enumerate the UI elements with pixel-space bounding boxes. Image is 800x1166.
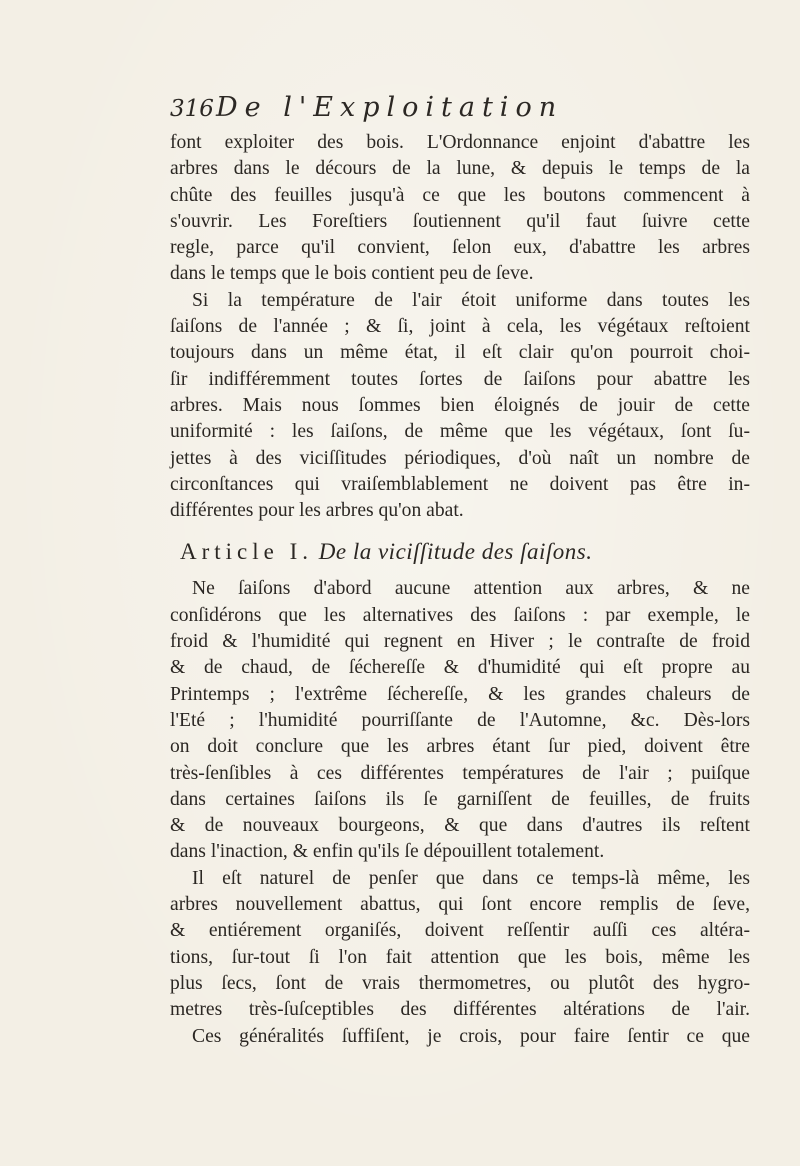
paragraph-4: [170, 866, 750, 1050]
text-line: arbres. Mais nous ſommes bien éloignés de jouir de cette: [170, 394, 750, 416]
text-line: tions, ſur-tout ſi l'on fait attention que les bois, même les: [170, 946, 750, 968]
page-number: 316: [170, 96, 214, 122]
text-line: circonſtances qui vraiſemblablement ne doivent pas être in-: [170, 473, 750, 495]
text-line: froid & l'humidité qui regnent en Hiver ; le contraſte de froid: [170, 631, 750, 653]
text-line: conſidérons que les alternatives des ſaiſons : par exemple, le: [170, 604, 750, 626]
paragraph-3: [170, 576, 750, 865]
article-heading: [170, 530, 750, 574]
text-line: s'ouvrir. Les Foreſtiers ſoutiennent qu'il faut ſuivre cette: [170, 210, 750, 232]
text-line: & de chaud, de ſéchereſſe & d'humidité qui eſt propre au: [170, 657, 750, 679]
text-line: très-ſenſibles à ces différentes températures de l'air ; puiſque: [170, 762, 750, 784]
text-line: & entiérement organiſés, doivent reſſentir auſſi ces altéra-: [170, 920, 750, 942]
article-label: Article I.: [180, 539, 314, 565]
text-line: Ne ſaiſons d'abord aucune attention aux arbres, & ne: [192, 578, 750, 600]
paragraph-2: [170, 288, 750, 525]
article-title: De la viciſſitude des ſaiſons.: [318, 539, 593, 565]
text-line: Printemps ; l'extrême ſéchereſſe, & les grandes chaleurs de: [170, 683, 750, 705]
text-line: toujours dans un même état, il eſt clair qu'on pourroit choi-: [170, 342, 750, 364]
body-text: [170, 130, 750, 1050]
text-line: font exploiter des bois. L'Ordonnance enjoint d'abattre les: [170, 132, 750, 153]
text-line: arbres nouvellement abattus, qui ſont encore remplis de ſeve,: [170, 894, 750, 916]
text-line: dans certaines ſaiſons ils ſe garniſſent de feuilles, de fruits: [170, 788, 750, 810]
text-line: plus ſecs, ſont de vrais thermometres, ou plutôt des hygro-: [170, 972, 750, 994]
text-line: l'Eté ; l'humidité pourriſſante de l'Automne, &c. Dès-lors: [170, 709, 750, 731]
running-title: De l'Exploitation: [216, 92, 564, 123]
text-line: & de nouveaux bourgeons, & que dans d'autres ils reſtent: [170, 815, 750, 837]
page-header: [170, 92, 730, 132]
text-line: metres très-ſuſceptibles des différentes altérations de l'air.: [170, 999, 750, 1021]
text-line: Il eſt naturel de penſer que dans ce temps-là même, les: [192, 867, 750, 889]
text-line: Si la température de l'air étoit uniforme dans toutes les: [192, 289, 750, 311]
text-line: chûte des feuilles jusqu'à ce que les boutons commencent à: [170, 184, 750, 206]
text-line: ſir indifféremment toutes ſortes de ſaiſons pour abattre les: [170, 368, 750, 390]
text-line: Ces généralités ſuffiſent, je crois, pour faire ſentir ce que: [192, 1025, 750, 1047]
text-line: arbres dans le décours de la lune, & depuis le temps de la: [170, 158, 750, 180]
text-line: jettes à des viciſſitudes périodiques, d'où naît un nombre de: [170, 447, 750, 469]
text-line: dans le temps que le bois contient peu de ſeve.: [170, 263, 534, 285]
paragraph-1: [170, 130, 750, 288]
text-line: différentes pour les arbres qu'on abat.: [170, 500, 464, 522]
text-line: dans l'inaction, & enfin qu'ils ſe dépouillent totalement.: [170, 841, 605, 863]
text-line: on doit conclure que les arbres étant ſur pied, doivent être: [170, 736, 750, 758]
text-line: regle, parce qu'il convient, ſelon eux, d'abattre les arbres: [170, 237, 750, 259]
text-line: uniformité : les ſaiſons, de même que les végétaux, ſont ſu-: [170, 421, 750, 443]
text-line: ſaiſons de l'année ; & ſi, joint à cela, les végétaux reſtoient: [170, 316, 750, 338]
